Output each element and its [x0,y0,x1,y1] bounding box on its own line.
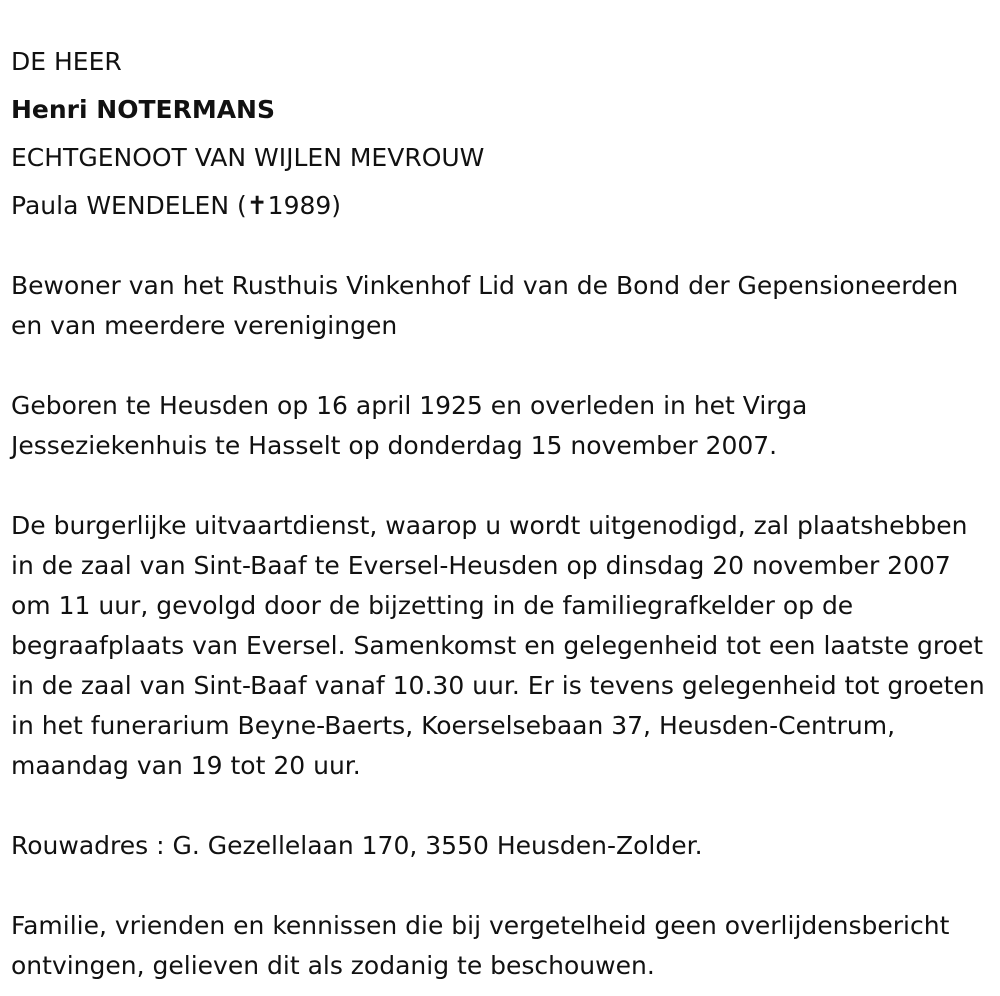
spacer [11,466,996,506]
death-notice [11,38,996,986]
title-prefix: DE HEER [11,47,122,76]
spouse-intro: ECHTGENOOT VAN WIJLEN MEVROUW [11,143,485,172]
residence-paragraph: Bewoner van het Rusthuis Vinkenhof Lid van de Bond der Gepensioneerden en van meerdere verenigingen [11,271,959,340]
spacer [11,786,996,826]
spouse-name: Paula WENDELEN (✝1989) [11,191,342,220]
spacer [11,866,996,906]
funeral-paragraph: De burgerlijke uitvaartdienst, waarop u wordt uitgenodigd, zal plaatshebben in de zaal van Sint-Baaf te Eversel-Heusden op dinsdag 20 november 2007 om 11 uur, gevolgd door de bijzetting in de familiegrafkelder op de begraafplaats van Eversel. Samenkomst en gelegenheid tot een laatste groet in de zaal van Sint-Baaf vanaf 10.30 uur. Er is tevens gelegenheid tot groeten in het funerarium Beyne-Baerts, Koerselsebaan 37, Heusden-Centrum, maandag van 19 tot 20 uur. [11,511,985,780]
birth-death-paragraph: Geboren te Heusden op 16 april 1925 en overleden in het Virga Jesseziekenhuis te Hasselt op donderdag 15 november 2007. [11,391,808,460]
notice-paragraph: Familie, vrienden en kennissen die bij vergetelheid geen overlijdensbericht ontvingen, gelieven dit als zodanig te beschouwen. [11,911,950,980]
spacer [11,346,996,386]
address-paragraph: Rouwadres : G. Gezellelaan 170, 3550 Heusden-Zolder. [11,831,703,860]
deceased-name: Henri NOTERMANS [11,95,275,124]
spacer [11,230,996,266]
